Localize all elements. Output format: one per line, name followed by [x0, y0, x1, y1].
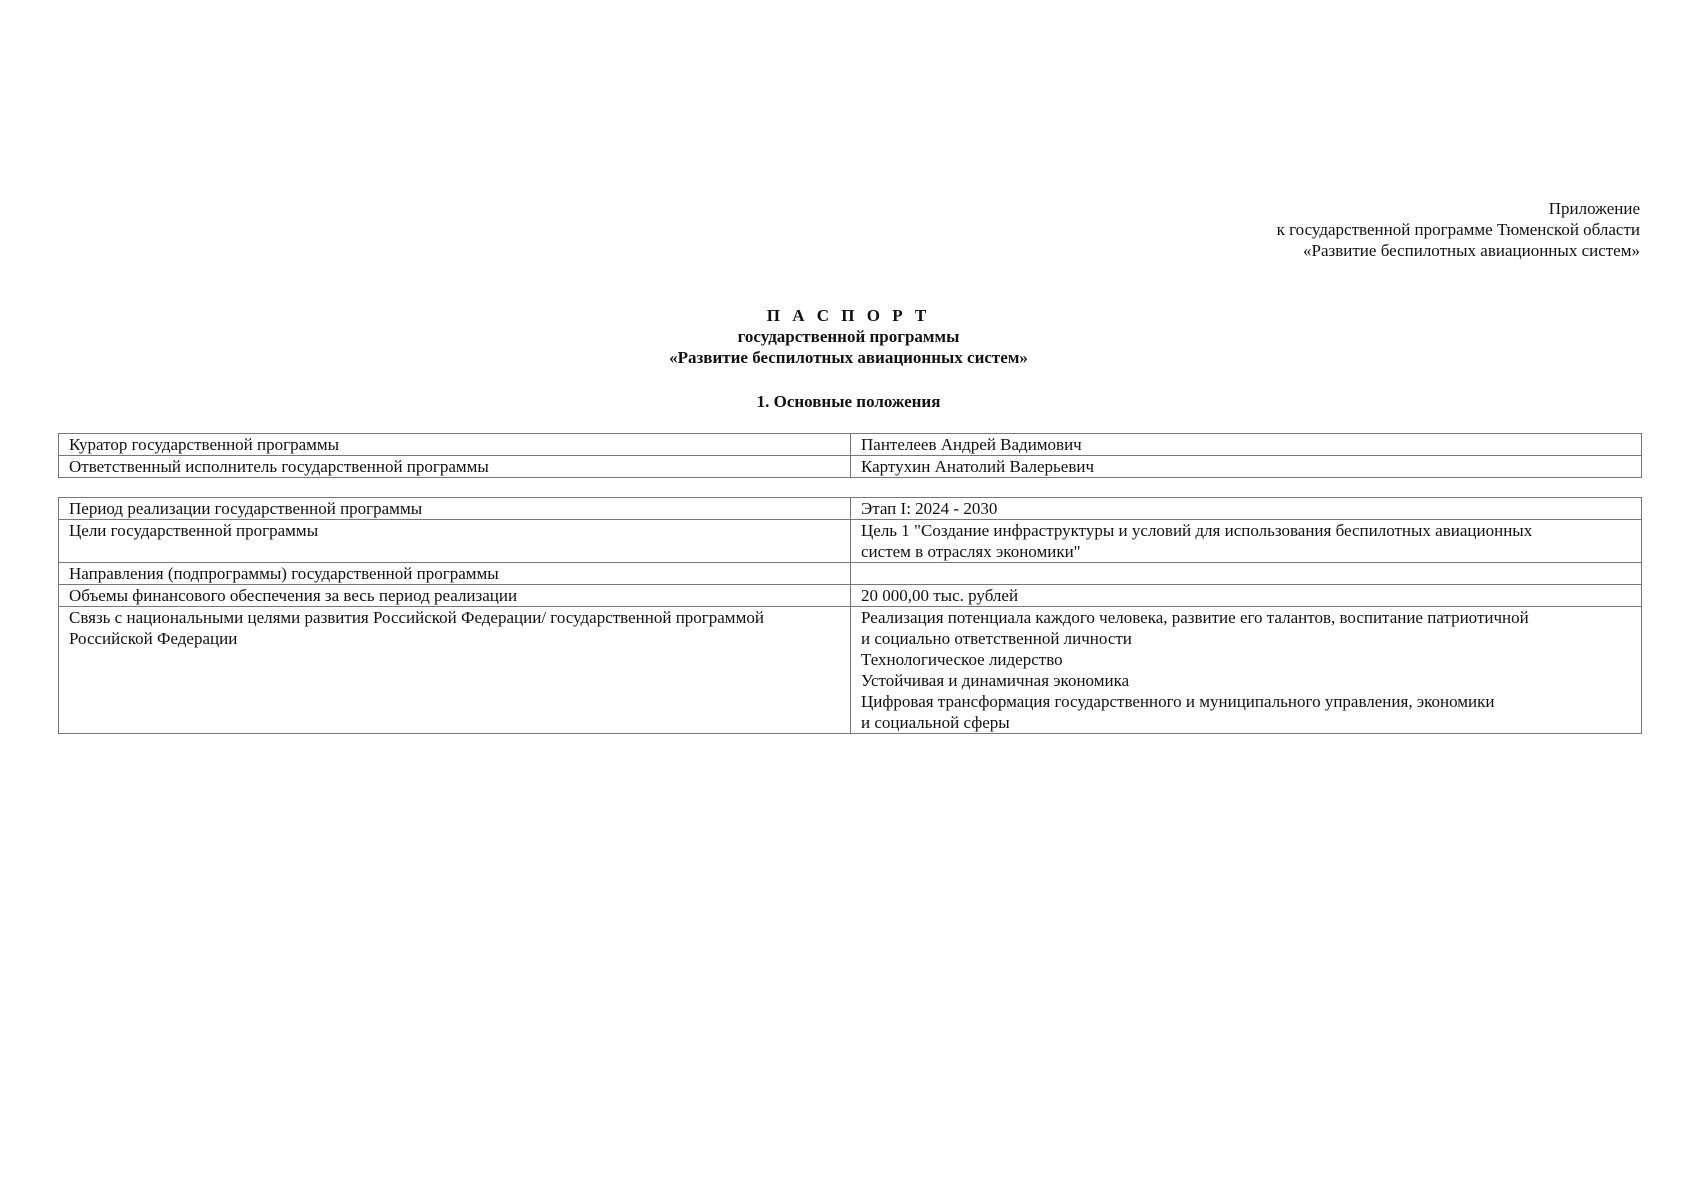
- title-subtitle: государственной программы: [737, 327, 960, 346]
- goals-label: Цели государственной программы: [59, 520, 851, 563]
- curator-value: Пантелеев Андрей Вадимович: [851, 434, 1642, 456]
- goals-value-line: систем в отраслях экономики": [861, 542, 1081, 561]
- national-goals-value: [851, 607, 1642, 734]
- national-goals-label-line: Связь с национальными целями развития Российской Федерации/ государственной программой: [69, 608, 764, 627]
- appendix-line-1: Приложение: [1548, 199, 1640, 218]
- directions-value: [851, 563, 1642, 585]
- funding-value: 20 000,00 тыс. рублей: [851, 585, 1642, 607]
- national-goals-label-line: Российской Федерации: [69, 629, 238, 648]
- funding-label: Объемы финансового обеспечения за весь период реализации: [59, 585, 851, 607]
- table-row: [59, 607, 1642, 734]
- national-goals-value-line: Технологическое лидерство: [861, 650, 1063, 669]
- national-goals-value-line: и социально ответственной личности: [861, 629, 1132, 648]
- appendix-header: [1277, 198, 1640, 261]
- section-title: 1. Основные положения: [756, 392, 941, 411]
- table-row: [59, 585, 1642, 607]
- national-goals-label: [59, 607, 851, 734]
- responsible-persons-table: [58, 433, 1642, 478]
- national-goals-value-line: Реализация потенциала каждого человека, развитие его талантов, воспитание патриотичной: [861, 608, 1529, 627]
- title-program-name: «Развитие беспилотных авиационных систем»: [669, 348, 1028, 367]
- national-goals-value-line: Цифровая трансформация государственного и муниципального управления, экономики: [861, 692, 1495, 711]
- curator-label: Куратор государственной программы: [59, 434, 851, 456]
- appendix-line-2: к государственной программе Тюменской области: [1276, 220, 1640, 239]
- period-label: Период реализации государственной программы: [59, 498, 851, 520]
- table-row: [59, 434, 1642, 456]
- program-info-table: [58, 497, 1642, 734]
- document-title: [0, 305, 1697, 368]
- title-passport: П А С П О Р Т: [766, 306, 931, 325]
- directions-label: Направления (подпрограммы) государственной программы: [59, 563, 851, 585]
- goals-value: [851, 520, 1642, 563]
- table-row: [59, 456, 1642, 478]
- table-row: [59, 498, 1642, 520]
- executor-label: Ответственный исполнитель государственной программы: [59, 456, 851, 478]
- table-row: [59, 563, 1642, 585]
- appendix-line-3: «Развитие беспилотных авиационных систем»: [1303, 241, 1640, 260]
- national-goals-value-line: Устойчивая и динамичная экономика: [861, 671, 1130, 690]
- executor-value: Картухин Анатолий Валерьевич: [851, 456, 1642, 478]
- table-row: [59, 520, 1642, 563]
- national-goals-value-line: и социальной сферы: [861, 713, 1010, 732]
- goals-value-line: Цель 1 "Создание инфраструктуры и условий для использования беспилотных авиационных: [861, 521, 1533, 540]
- period-value: Этап I: 2024 - 2030: [851, 498, 1642, 520]
